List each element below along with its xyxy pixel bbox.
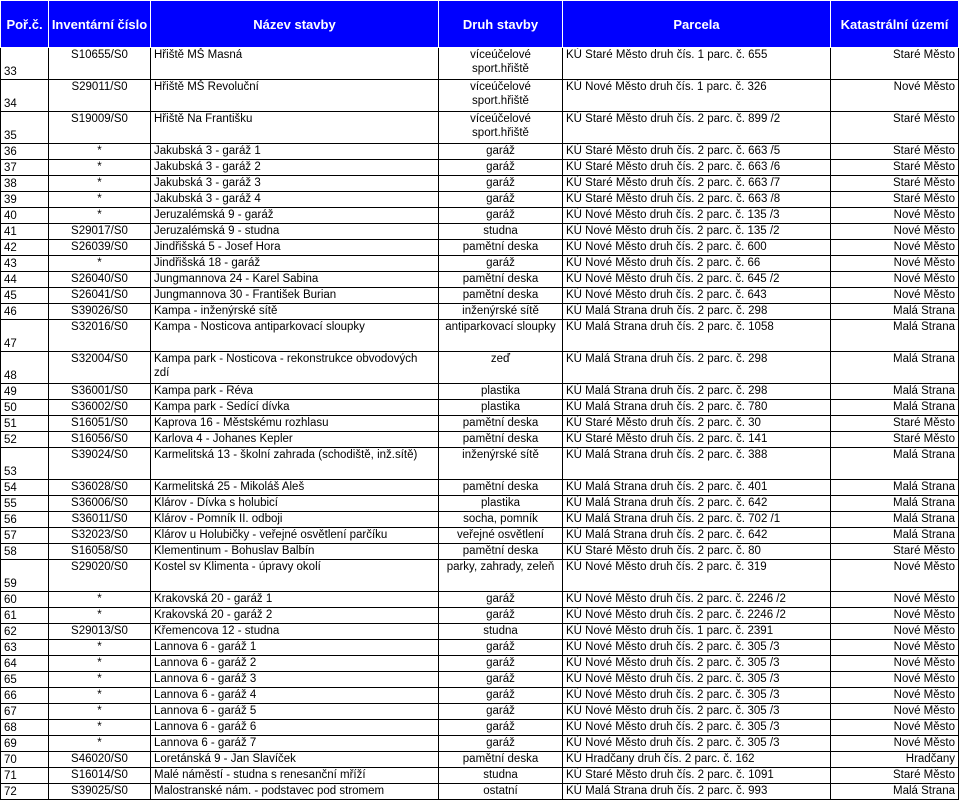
table-row	[1, 560, 959, 592]
cell-poradi: 46	[1, 304, 49, 320]
cell-parcela: KÚ Nové Město druh čís. 2 parc. č. 135 /2	[563, 224, 831, 240]
cell-nazev-stavby: Kostel sv Klimenta - úpravy okolí	[151, 560, 439, 592]
table-row	[1, 480, 959, 496]
cell-inventarni-cislo: *	[49, 176, 151, 192]
cell-nazev-stavby: Jindřišská 18 - garáž	[151, 256, 439, 272]
cell-druh-stavby: pamětní deska	[439, 288, 563, 304]
cell-inventarni-cislo: S29020/S0	[49, 560, 151, 592]
cell-poradi: 54	[1, 480, 49, 496]
cell-katastralni-uzemi: Nové Město	[831, 608, 959, 624]
cell-druh-stavby: plastika	[439, 384, 563, 400]
cell-parcela: KÚ Nové Město druh čís. 2 parc. č. 305 /3	[563, 640, 831, 656]
cell-inventarni-cislo: S39024/S0	[49, 448, 151, 480]
cell-nazev-stavby: Kampa park - Réva	[151, 384, 439, 400]
cell-nazev-stavby: Jindřišská 5 - Josef Hora	[151, 240, 439, 256]
table-row	[1, 608, 959, 624]
cell-nazev-stavby: Lannova 6 - garáž 2	[151, 656, 439, 672]
cell-katastralni-uzemi: Malá Strana	[831, 352, 959, 384]
cell-parcela: KÚ Malá Strana druh čís. 2 parc. č. 642	[563, 496, 831, 512]
table-row	[1, 48, 959, 80]
cell-poradi: 52	[1, 432, 49, 448]
cell-poradi: 61	[1, 608, 49, 624]
cell-inventarni-cislo: S29011/S0	[49, 80, 151, 112]
cell-nazev-stavby: Hřiště Na Františku	[151, 112, 439, 144]
cell-katastralni-uzemi: Staré Město	[831, 432, 959, 448]
cell-katastralni-uzemi: Malá Strana	[831, 512, 959, 528]
table-row	[1, 320, 959, 352]
cell-nazev-stavby: Jungmannova 30 - František Burian	[151, 288, 439, 304]
cell-druh-stavby: garáž	[439, 656, 563, 672]
cell-poradi: 55	[1, 496, 49, 512]
cell-nazev-stavby: Karmelitská 13 - školní zahrada (schodiště, inž.sítě)	[151, 448, 439, 480]
cell-poradi: 38	[1, 176, 49, 192]
cell-inventarni-cislo: S32004/S0	[49, 352, 151, 384]
table-row	[1, 240, 959, 256]
cell-druh-stavby: garáž	[439, 144, 563, 160]
table-row	[1, 528, 959, 544]
cell-katastralni-uzemi: Nové Město	[831, 704, 959, 720]
cell-inventarni-cislo: S29017/S0	[49, 224, 151, 240]
cell-druh-stavby: pamětní deska	[439, 432, 563, 448]
cell-druh-stavby: socha, pomník	[439, 512, 563, 528]
cell-druh-stavby: garáž	[439, 192, 563, 208]
cell-parcela: KÚ Nové Město druh čís. 2 parc. č. 643	[563, 288, 831, 304]
cell-inventarni-cislo: S26040/S0	[49, 272, 151, 288]
cell-poradi: 68	[1, 720, 49, 736]
cell-katastralni-uzemi: Nové Město	[831, 624, 959, 640]
cell-parcela: KÚ Staré Město druh čís. 2 parc. č. 663 /5	[563, 144, 831, 160]
cell-poradi: 60	[1, 592, 49, 608]
cell-parcela: KÚ Nové Město druh čís. 2 parc. č. 305 /3	[563, 704, 831, 720]
cell-parcela: KÚ Staré Město druh čís. 2 parc. č. 899 /2	[563, 112, 831, 144]
cell-inventarni-cislo: S26041/S0	[49, 288, 151, 304]
cell-inventarni-cislo: *	[49, 736, 151, 752]
cell-katastralni-uzemi: Staré Město	[831, 144, 959, 160]
cell-inventarni-cislo: *	[49, 608, 151, 624]
table-row	[1, 352, 959, 384]
cell-poradi: 53	[1, 448, 49, 480]
cell-parcela: KÚ Malá Strana druh čís. 2 parc. č. 298	[563, 352, 831, 384]
cell-katastralni-uzemi: Nové Město	[831, 208, 959, 224]
cell-katastralni-uzemi: Staré Město	[831, 176, 959, 192]
cell-druh-stavby: garáž	[439, 672, 563, 688]
cell-inventarni-cislo: *	[49, 192, 151, 208]
cell-parcela: KÚ Staré Město druh čís. 2 parc. č. 663 /7	[563, 176, 831, 192]
cell-inventarni-cislo: *	[49, 640, 151, 656]
table-row	[1, 656, 959, 672]
cell-poradi: 66	[1, 688, 49, 704]
cell-nazev-stavby: Kampa - inženýrské sítě	[151, 304, 439, 320]
cell-druh-stavby: víceúčelové sport.hřiště	[439, 48, 563, 80]
cell-druh-stavby: garáž	[439, 736, 563, 752]
cell-nazev-stavby: Křemencova 12 - studna	[151, 624, 439, 640]
cell-katastralni-uzemi: Nové Město	[831, 656, 959, 672]
cell-druh-stavby: antiparkovací sloupky	[439, 320, 563, 352]
cell-inventarni-cislo: S16051/S0	[49, 416, 151, 432]
cell-inventarni-cislo: S36011/S0	[49, 512, 151, 528]
cell-nazev-stavby: Jungmannova 24 - Karel Sabina	[151, 272, 439, 288]
cell-nazev-stavby: Kampa - Nosticova antiparkovací sloupky	[151, 320, 439, 352]
cell-inventarni-cislo: S32023/S0	[49, 528, 151, 544]
cell-katastralni-uzemi: Staré Město	[831, 416, 959, 432]
table-row	[1, 544, 959, 560]
table-row	[1, 144, 959, 160]
cell-nazev-stavby: Jakubská 3 - garáž 3	[151, 176, 439, 192]
cell-inventarni-cislo: S39026/S0	[49, 304, 151, 320]
table-row	[1, 672, 959, 688]
cell-poradi: 47	[1, 320, 49, 352]
table-row	[1, 272, 959, 288]
table-row	[1, 208, 959, 224]
cell-nazev-stavby: Karmelitská 25 - Mikoláš Aleš	[151, 480, 439, 496]
table-row	[1, 256, 959, 272]
cell-katastralni-uzemi: Malá Strana	[831, 784, 959, 800]
cell-katastralni-uzemi: Nové Město	[831, 288, 959, 304]
cell-nazev-stavby: Lannova 6 - garáž 6	[151, 720, 439, 736]
cell-katastralni-uzemi: Nové Město	[831, 720, 959, 736]
cell-parcela: KÚ Staré Město druh čís. 2 parc. č. 141	[563, 432, 831, 448]
cell-druh-stavby: garáž	[439, 608, 563, 624]
cell-katastralni-uzemi: Nové Město	[831, 256, 959, 272]
cell-druh-stavby: veřejné osvětlení	[439, 528, 563, 544]
cell-inventarni-cislo: S16056/S0	[49, 432, 151, 448]
cell-parcela: KÚ Staré Město druh čís. 1 parc. č. 655	[563, 48, 831, 80]
cell-katastralni-uzemi: Nové Město	[831, 672, 959, 688]
table-row	[1, 288, 959, 304]
cell-parcela: KÚ Nové Město druh čís. 2 parc. č. 66	[563, 256, 831, 272]
cell-inventarni-cislo: *	[49, 704, 151, 720]
cell-druh-stavby: garáž	[439, 256, 563, 272]
cell-nazev-stavby: Jeruzalémská 9 - garáž	[151, 208, 439, 224]
cell-katastralni-uzemi: Malá Strana	[831, 304, 959, 320]
table-row	[1, 512, 959, 528]
cell-poradi: 34	[1, 80, 49, 112]
cell-nazev-stavby: Malé náměstí - studna s renesanční mříží	[151, 768, 439, 784]
cell-nazev-stavby: Lannova 6 - garáž 4	[151, 688, 439, 704]
cell-poradi: 50	[1, 400, 49, 416]
cell-inventarni-cislo: *	[49, 256, 151, 272]
cell-inventarni-cislo: S29013/S0	[49, 624, 151, 640]
cell-poradi: 65	[1, 672, 49, 688]
cell-katastralni-uzemi: Staré Město	[831, 160, 959, 176]
cell-parcela: KÚ Malá Strana druh čís. 2 parc. č. 298	[563, 304, 831, 320]
cell-poradi: 37	[1, 160, 49, 176]
header-inventarni-cislo: Inventární číslo	[49, 1, 151, 48]
cell-poradi: 44	[1, 272, 49, 288]
cell-inventarni-cislo: *	[49, 160, 151, 176]
cell-katastralni-uzemi: Nové Město	[831, 240, 959, 256]
table-row	[1, 784, 959, 800]
cell-druh-stavby: pamětní deska	[439, 240, 563, 256]
cell-parcela: KÚ Nové Město druh čís. 2 parc. č. 600	[563, 240, 831, 256]
cell-parcela: KÚ Malá Strana druh čís. 2 parc. č. 298	[563, 384, 831, 400]
cell-poradi: 45	[1, 288, 49, 304]
cell-inventarni-cislo: *	[49, 208, 151, 224]
cell-poradi: 36	[1, 144, 49, 160]
cell-parcela: KÚ Staré Město druh čís. 2 parc. č. 663 /8	[563, 192, 831, 208]
cell-druh-stavby: garáž	[439, 704, 563, 720]
cell-inventarni-cislo: S36002/S0	[49, 400, 151, 416]
cell-inventarni-cislo: *	[49, 592, 151, 608]
cell-katastralni-uzemi: Malá Strana	[831, 528, 959, 544]
cell-parcela: KÚ Nové Město druh čís. 2 parc. č. 2246 /2	[563, 608, 831, 624]
table-row	[1, 304, 959, 320]
cell-katastralni-uzemi: Malá Strana	[831, 400, 959, 416]
cell-druh-stavby: garáž	[439, 640, 563, 656]
cell-nazev-stavby: Krakovská 20 - garáž 1	[151, 592, 439, 608]
table-row	[1, 752, 959, 768]
cell-poradi: 69	[1, 736, 49, 752]
cell-nazev-stavby: Kampa park - Nosticova - rekonstrukce obvodových zdí	[151, 352, 439, 384]
header-katastralni-uzemi: Katastrální území	[831, 1, 959, 48]
table-row	[1, 640, 959, 656]
table-row	[1, 592, 959, 608]
cell-parcela: KÚ Malá Strana druh čís. 2 parc. č. 702 /1	[563, 512, 831, 528]
cell-parcela: KÚ Staré Město druh čís. 2 parc. č. 1091	[563, 768, 831, 784]
cell-inventarni-cislo: *	[49, 688, 151, 704]
cell-inventarni-cislo: S16058/S0	[49, 544, 151, 560]
cell-nazev-stavby: Hřiště MŠ Revoluční	[151, 80, 439, 112]
cell-parcela: KÚ Hradčany druh čís. 2 parc. č. 162	[563, 752, 831, 768]
cell-poradi: 59	[1, 560, 49, 592]
cell-parcela: KÚ Staré Město druh čís. 2 parc. č. 80	[563, 544, 831, 560]
cell-parcela: KÚ Malá Strana druh čís. 2 parc. č. 401	[563, 480, 831, 496]
cell-poradi: 57	[1, 528, 49, 544]
table-row	[1, 496, 959, 512]
cell-nazev-stavby: Lannova 6 - garáž 5	[151, 704, 439, 720]
cell-poradi: 58	[1, 544, 49, 560]
cell-nazev-stavby: Klárov - Pomník II. odboji	[151, 512, 439, 528]
cell-inventarni-cislo: S46020/S0	[49, 752, 151, 768]
cell-parcela: KÚ Malá Strana druh čís. 2 parc. č. 993	[563, 784, 831, 800]
cell-inventarni-cislo: S36006/S0	[49, 496, 151, 512]
cell-inventarni-cislo: S39025/S0	[49, 784, 151, 800]
header-row	[1, 1, 959, 48]
cell-druh-stavby: pamětní deska	[439, 416, 563, 432]
cell-inventarni-cislo: S19009/S0	[49, 112, 151, 144]
cell-katastralni-uzemi: Malá Strana	[831, 448, 959, 480]
header-nazev-stavby: Název stavby	[151, 1, 439, 48]
cell-katastralni-uzemi: Staré Město	[831, 768, 959, 784]
cell-katastralni-uzemi: Malá Strana	[831, 384, 959, 400]
cell-nazev-stavby: Lannova 6 - garáž 1	[151, 640, 439, 656]
cell-parcela: KÚ Nové Město druh čís. 2 parc. č. 305 /3	[563, 672, 831, 688]
table-row	[1, 624, 959, 640]
cell-druh-stavby: garáž	[439, 688, 563, 704]
cell-katastralni-uzemi: Staré Město	[831, 192, 959, 208]
cell-nazev-stavby: Jakubská 3 - garáž 1	[151, 144, 439, 160]
cell-inventarni-cislo: S26039/S0	[49, 240, 151, 256]
cell-katastralni-uzemi: Malá Strana	[831, 320, 959, 352]
cell-druh-stavby: garáž	[439, 208, 563, 224]
cell-katastralni-uzemi: Nové Město	[831, 272, 959, 288]
table-row	[1, 384, 959, 400]
cell-druh-stavby: plastika	[439, 400, 563, 416]
cell-inventarni-cislo: *	[49, 672, 151, 688]
cell-poradi: 42	[1, 240, 49, 256]
table-row	[1, 400, 959, 416]
cell-katastralni-uzemi: Staré Město	[831, 48, 959, 80]
cell-druh-stavby: pamětní deska	[439, 272, 563, 288]
cell-poradi: 33	[1, 48, 49, 80]
cell-inventarni-cislo: S32016/S0	[49, 320, 151, 352]
cell-parcela: KÚ Nové Město druh čís. 2 parc. č. 305 /3	[563, 688, 831, 704]
cell-druh-stavby: zeď	[439, 352, 563, 384]
cell-katastralni-uzemi: Malá Strana	[831, 496, 959, 512]
cell-nazev-stavby: Jakubská 3 - garáž 4	[151, 192, 439, 208]
cell-katastralni-uzemi: Nové Město	[831, 688, 959, 704]
cell-nazev-stavby: Klárov u Holubičky - veřejné osvětlení parčíku	[151, 528, 439, 544]
cell-poradi: 48	[1, 352, 49, 384]
table-row	[1, 112, 959, 144]
cell-nazev-stavby: Jeruzalémská 9 - studna	[151, 224, 439, 240]
cell-druh-stavby: víceúčelové sport.hřiště	[439, 80, 563, 112]
cell-poradi: 71	[1, 768, 49, 784]
cell-parcela: KÚ Nové Město druh čís. 2 parc. č. 135 /3	[563, 208, 831, 224]
cell-druh-stavby: garáž	[439, 176, 563, 192]
cell-parcela: KÚ Staré Město druh čís. 2 parc. č. 663 /6	[563, 160, 831, 176]
table-row	[1, 736, 959, 752]
table-row	[1, 448, 959, 480]
cell-druh-stavby: garáž	[439, 592, 563, 608]
table-row	[1, 80, 959, 112]
cell-poradi: 35	[1, 112, 49, 144]
cell-katastralni-uzemi: Nové Město	[831, 640, 959, 656]
cell-katastralni-uzemi: Malá Strana	[831, 480, 959, 496]
cell-druh-stavby: parky, zahrady, zeleň	[439, 560, 563, 592]
cell-parcela: KÚ Nové Město druh čís. 2 parc. č. 305 /3	[563, 720, 831, 736]
cell-parcela: KÚ Malá Strana druh čís. 2 parc. č. 780	[563, 400, 831, 416]
cell-poradi: 56	[1, 512, 49, 528]
cell-poradi: 62	[1, 624, 49, 640]
cell-poradi: 67	[1, 704, 49, 720]
cell-parcela: KÚ Nové Město druh čís. 2 parc. č. 319	[563, 560, 831, 592]
table-row	[1, 176, 959, 192]
cell-parcela: KÚ Staré Město druh čís. 2 parc. č. 30	[563, 416, 831, 432]
header-poradi: Poř.č.	[1, 1, 49, 48]
cell-katastralni-uzemi: Nové Město	[831, 80, 959, 112]
cell-parcela: KÚ Malá Strana druh čís. 2 parc. č. 388	[563, 448, 831, 480]
cell-parcela: KÚ Nové Město druh čís. 2 parc. č. 2246 /2	[563, 592, 831, 608]
cell-katastralni-uzemi: Hradčany	[831, 752, 959, 768]
cell-nazev-stavby: Lannova 6 - garáž 3	[151, 672, 439, 688]
cell-parcela: KÚ Nové Město druh čís. 2 parc. č. 645 /2	[563, 272, 831, 288]
cell-katastralni-uzemi: Nové Město	[831, 560, 959, 592]
cell-poradi: 39	[1, 192, 49, 208]
cell-parcela: KÚ Malá Strana druh čís. 2 parc. č. 1058	[563, 320, 831, 352]
cell-druh-stavby: inženýrské sítě	[439, 448, 563, 480]
cell-druh-stavby: pamětní deska	[439, 544, 563, 560]
cell-inventarni-cislo: *	[49, 656, 151, 672]
table-row	[1, 432, 959, 448]
cell-poradi: 64	[1, 656, 49, 672]
cell-inventarni-cislo: S36028/S0	[49, 480, 151, 496]
cell-druh-stavby: pamětní deska	[439, 752, 563, 768]
cell-druh-stavby: inženýrské sítě	[439, 304, 563, 320]
cell-nazev-stavby: Krakovská 20 - garáž 2	[151, 608, 439, 624]
cell-inventarni-cislo: S16014/S0	[49, 768, 151, 784]
table-row	[1, 416, 959, 432]
table-row	[1, 192, 959, 208]
cell-druh-stavby: ostatní	[439, 784, 563, 800]
table-row	[1, 160, 959, 176]
cell-katastralni-uzemi: Staré Město	[831, 112, 959, 144]
cell-katastralni-uzemi: Staré Město	[831, 544, 959, 560]
cell-poradi: 49	[1, 384, 49, 400]
cell-inventarni-cislo: *	[49, 144, 151, 160]
cell-druh-stavby: pamětní deska	[439, 480, 563, 496]
cell-parcela: KÚ Nové Město druh čís. 2 parc. č. 305 /3	[563, 656, 831, 672]
cell-inventarni-cislo: *	[49, 720, 151, 736]
cell-druh-stavby: plastika	[439, 496, 563, 512]
cell-poradi: 72	[1, 784, 49, 800]
cell-katastralni-uzemi: Nové Město	[831, 224, 959, 240]
cell-druh-stavby: studna	[439, 624, 563, 640]
cell-druh-stavby: studna	[439, 768, 563, 784]
cell-nazev-stavby: Karlova 4 - Johanes Kepler	[151, 432, 439, 448]
cell-inventarni-cislo: S10655/S0	[49, 48, 151, 80]
cell-poradi: 41	[1, 224, 49, 240]
cell-katastralni-uzemi: Nové Město	[831, 736, 959, 752]
cell-nazev-stavby: Hřiště MŠ Masná	[151, 48, 439, 80]
cell-nazev-stavby: Jakubská 3 - garáž 2	[151, 160, 439, 176]
cell-poradi: 70	[1, 752, 49, 768]
table-row	[1, 768, 959, 784]
cell-poradi: 63	[1, 640, 49, 656]
table-row	[1, 704, 959, 720]
cell-druh-stavby: garáž	[439, 160, 563, 176]
table-row	[1, 224, 959, 240]
cell-poradi: 51	[1, 416, 49, 432]
cell-nazev-stavby: Kaprova 16 - Městskému rozhlasu	[151, 416, 439, 432]
cell-inventarni-cislo: S36001/S0	[49, 384, 151, 400]
cell-parcela: KÚ Nové Město druh čís. 1 parc. č. 326	[563, 80, 831, 112]
cell-parcela: KÚ Nové Město druh čís. 2 parc. č. 305 /3	[563, 736, 831, 752]
cell-katastralni-uzemi: Nové Město	[831, 592, 959, 608]
table-row	[1, 688, 959, 704]
cell-nazev-stavby: Klementinum - Bohuslav Balbín	[151, 544, 439, 560]
cell-druh-stavby: víceúčelové sport.hřiště	[439, 112, 563, 144]
cell-poradi: 43	[1, 256, 49, 272]
cell-parcela: KÚ Malá Strana druh čís. 2 parc. č. 642	[563, 528, 831, 544]
cell-poradi: 40	[1, 208, 49, 224]
header-parcela: Parcela	[563, 1, 831, 48]
header-druh-stavby: Druh stavby	[439, 1, 563, 48]
cell-nazev-stavby: Malostranské nám. - podstavec pod stromem	[151, 784, 439, 800]
cell-nazev-stavby: Klárov - Dívka s holubicí	[151, 496, 439, 512]
cell-nazev-stavby: Lannova 6 - garáž 7	[151, 736, 439, 752]
cell-nazev-stavby: Loretánská 9 - Jan Slavíček	[151, 752, 439, 768]
cell-nazev-stavby: Kampa park - Sedící dívka	[151, 400, 439, 416]
cell-parcela: KÚ Nové Město druh čís. 1 parc. č. 2391	[563, 624, 831, 640]
cell-druh-stavby: studna	[439, 224, 563, 240]
table-row	[1, 720, 959, 736]
table-body	[1, 48, 959, 800]
cell-druh-stavby: garáž	[439, 720, 563, 736]
